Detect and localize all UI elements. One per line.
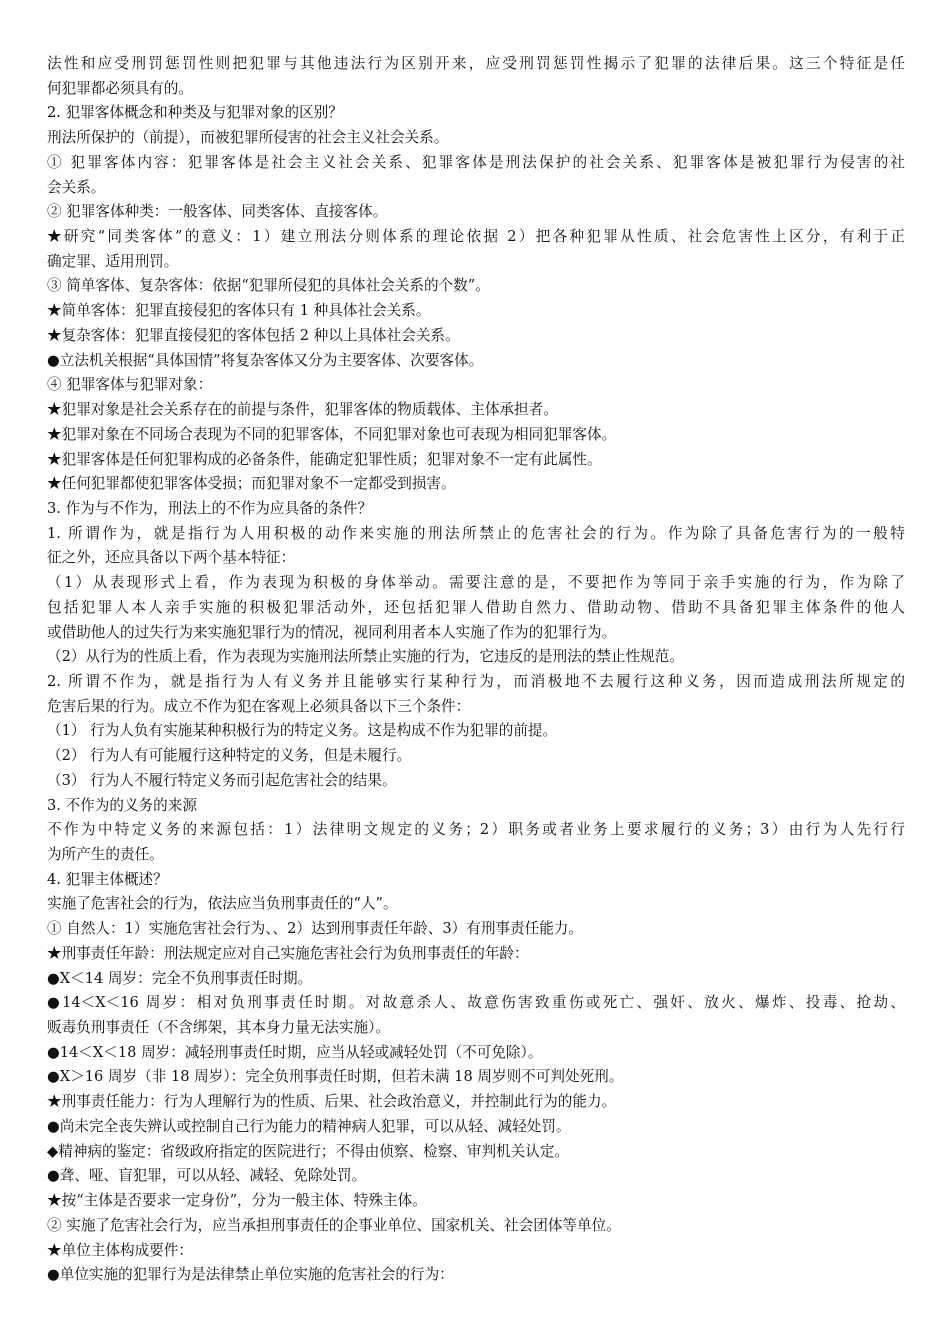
text-line: 3. 不作为的义务的来源 [47,796,197,814]
text-line: ② 实施了危害社会行为，应当承担刑事责任的企事业单位、国家机关、社会团体等单位。 [47,1216,621,1234]
text-line: 3. 作为与不作为，刑法上的不作为应具备的条件？ [47,499,373,517]
text-line: 法性和应受刑罚惩罚性则把犯罪与其他违法行为区别开来，应受刑罚惩罚性揭示了犯罪的法律后果。这三个特征是任 [47,55,905,72]
text-line: 何犯罪都必须具有的。 [47,79,193,97]
text-line: 危害后果的行为。成立不作为犯在客观上必须具备以下三个条件： [47,697,471,715]
text-line: （1） 行为人负有实施某种积极行为的特定义务。这是构成不作为犯罪的前提。 [47,722,558,740]
text-line: ① 犯罪客体内容：犯罪客体是社会主义社会关系、犯罪客体是刑法保护的社会关系、犯罪客体是被犯罪行为侵害的社 [47,153,905,171]
text-line: 2. 犯罪客体概念和种类及与犯罪对象的区别？ [47,104,343,122]
text-line: 4. 犯罪主体概述？ [47,870,168,888]
text-line: ●立法机关根据“具体国情”将复杂客体又分为主要客体、次要客体。 [47,351,484,369]
text-line: （2）从行为的性质上看，作为表现为实施刑法所禁止实施的行为，它违反的是刑法的禁止性规范。 [47,648,684,666]
text-line: 刑法所保护的（前提），而被犯罪所侵害的社会主义社会关系。 [47,129,449,147]
text-line: ●聋、哑、盲犯罪，可以从轻、减轻、免除处罚。 [47,1167,367,1185]
text-line: （1）从表现形式上看，作为表现为积极的身体举动。需要注意的是，不要把作为等同于亲手实施的行为，作为除了 [47,574,905,592]
text-line: ●X＜14 周岁：完全不负刑事责任时期。 [47,969,313,987]
text-line: 2. 所谓不作为，就是指行为人有义务并且能够实行某种行为，而消极地不去履行这种义务，因而造成刑法所规定的 [47,672,905,690]
text-line: ★犯罪对象在不同场合表现为不同的犯罪客体，不同犯罪对象也可表现为相同犯罪客体。 [47,425,617,443]
text-line: 贩毒负刑事责任（不含绑架，其本身力量无法实施）。 [47,1019,390,1037]
text-line: ◆精神病的鉴定：省级政府指定的医院进行；不得由侦察、检察、审判机关认定。 [47,1142,570,1160]
text-line: 会关系。 [47,178,106,196]
text-line: ★犯罪对象是社会关系存在的前提与条件，犯罪客体的物质载体、主体承担者。 [47,401,558,419]
text-line: ★简单客体：犯罪直接侵犯的客体只有 1 种具体社会关系。 [47,302,431,320]
text-line: 1. 所谓作为，就是指行为人用积极的动作来实施的刑法所禁止的危害社会的行为。作为除了具备危害行为的一般特 [47,524,905,542]
text-line: ★单位主体构成要件： [47,1241,193,1259]
text-line: ② 犯罪客体种类：一般客体、同类客体、直接客体。 [47,203,388,221]
text-line: ① 自然人：1）实施危害社会行为、、2）达到刑事责任年龄、3）有刑事责任能力。 [47,920,583,938]
text-line: ★犯罪客体是任何犯罪构成的必备条件，能确定犯罪性质；犯罪对象不一定有此属性。 [47,450,602,468]
text-line: 包括犯罪人本人亲手实施的积极犯罪活动外，还包括犯罪人借助自然力、借助动物、借助不具备犯罪主体条件的他人 [47,598,905,616]
text-line: 不作为中特定义务的来源包括：1）法律明文规定的义务；2）职务或者业务上要求履行的义务；3）由行为人先行行 [47,821,905,839]
text-line: ③ 简单客体、复杂客体：依据“犯罪所侵犯的具体社会关系的个数”。 [47,277,490,295]
text-line: （3） 行为人不履行特定义务而引起危害社会的结果。 [47,771,397,789]
text-line: ★复杂客体：犯罪直接侵犯的客体包括 2 种以上具体社会关系。 [47,326,460,344]
text-line: ★任何犯罪都使犯罪客体受损；而犯罪对象不一定都受到损害。 [47,475,456,493]
text-line: ●X＞16 周岁（非 18 周岁）：完全负刑事责任时期，但若未满 18 周岁则不可判处死刑。 [47,1068,624,1086]
text-line: （2） 行为人有可能履行这种特定的义务，但是未履行。 [47,747,412,765]
text-line: ●14＜X＜18 周岁：减轻刑事责任时期，应当从轻或减轻处罚（不可免除）。 [47,1043,543,1061]
text-line: ★刑事责任能力：行为人理解行为的性质、后果、社会政治意义，并控制此行为的能力。 [47,1093,617,1111]
text-line: 征之外，还应具备以下两个基本特征： [47,549,296,567]
text-line: ★研究“同类客体”的意义：1）建立刑法分则体系的理论依据 2）把各种犯罪从性质、社会危害性上区分，有利于正 [47,228,905,246]
text-line: 实施了危害社会的行为，依法应当负刑事责任的“人”。 [47,895,398,913]
text-line: 确定罪、适用刑罚。 [47,252,179,270]
text-line: ●14＜X＜16 周岁：相对负刑事责任时期。对故意杀人、故意伤害致重伤或死亡、强奸、放火、爆炸、投毒、抢劫、 [47,994,905,1012]
text-line: ●尚未完全丧失辨认或控制自己行为能力的精神病人犯罪，可以从轻、减轻处罚。 [47,1117,571,1135]
document-body [47,52,905,1288]
text-line: 或借助他人的过失行为来实施犯罪行为的情况，视同利用者本人实施了作为的犯罪行为。 [47,623,617,641]
text-line: ④ 犯罪客体与犯罪对象： [47,376,213,394]
text-line: ●单位实施的犯罪行为是法律禁止单位实施的危害社会的行为： [47,1266,454,1284]
text-line: 为所产生的责任。 [47,846,164,863]
text-line: ★按“主体是否要求一定身份”，分为一般主体、特殊主体。 [47,1192,427,1210]
text-line: ★刑事责任年龄：刑法规定应对自己实施危害社会行为负刑事责任的年龄： [47,944,529,962]
